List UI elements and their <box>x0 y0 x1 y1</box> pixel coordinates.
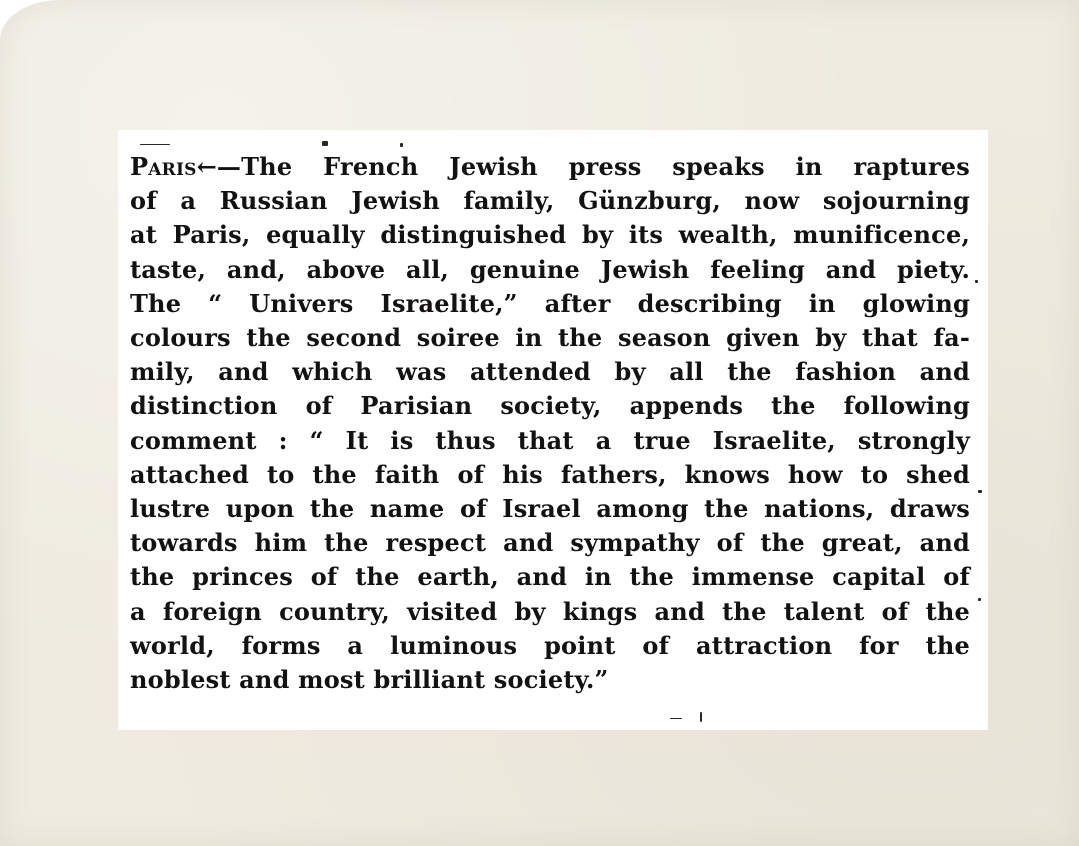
article-line-4: taste, and, above all, genuine Jewish feeling and piety. <box>130 254 970 284</box>
article-line-12: towards him the respect and sympathy of the great, and <box>130 528 970 558</box>
article-line-7: mily, and which was attended by all the fashion and <box>130 357 970 387</box>
article-line-15: world, forms a luminous point of attraction for the <box>130 630 970 660</box>
article-line-10: attached to the faith of his fathers, knows how to shed <box>130 459 970 489</box>
article-line-16: noblest and most brilliant society.” <box>130 665 609 695</box>
article-line-1 <box>130 150 970 184</box>
arrow-mark-icon: ← <box>196 152 217 181</box>
article-line-8: distinction of Parisian society, appends the following <box>130 391 970 421</box>
article-line-1-text: —The French Jewish press speaks in raptures <box>216 152 970 181</box>
article-line-3: at Paris, equally distinguished by its wealth, munificence, <box>130 220 970 250</box>
article-line-9: comment : “ It is thus that a true Israelite, strongly <box>130 425 970 455</box>
article-line-5: The “ Univers Israelite,” after describing in glowing <box>130 288 970 318</box>
article-line-6: colours the second soiree in the season given by that fa- <box>130 323 970 353</box>
article-line-2: of a Russian Jewish family, Günzburg, now sojourning <box>130 186 970 216</box>
article-line-14: a foreign country, visited by kings and the talent of the <box>130 596 970 626</box>
article-place: Paris <box>130 152 197 181</box>
article-text <box>130 150 970 697</box>
article-line-11: lustre upon the name of Israel among the nations, draws <box>130 494 970 524</box>
article-line-13: the princes of the earth, and in the immense capital of <box>130 562 970 592</box>
